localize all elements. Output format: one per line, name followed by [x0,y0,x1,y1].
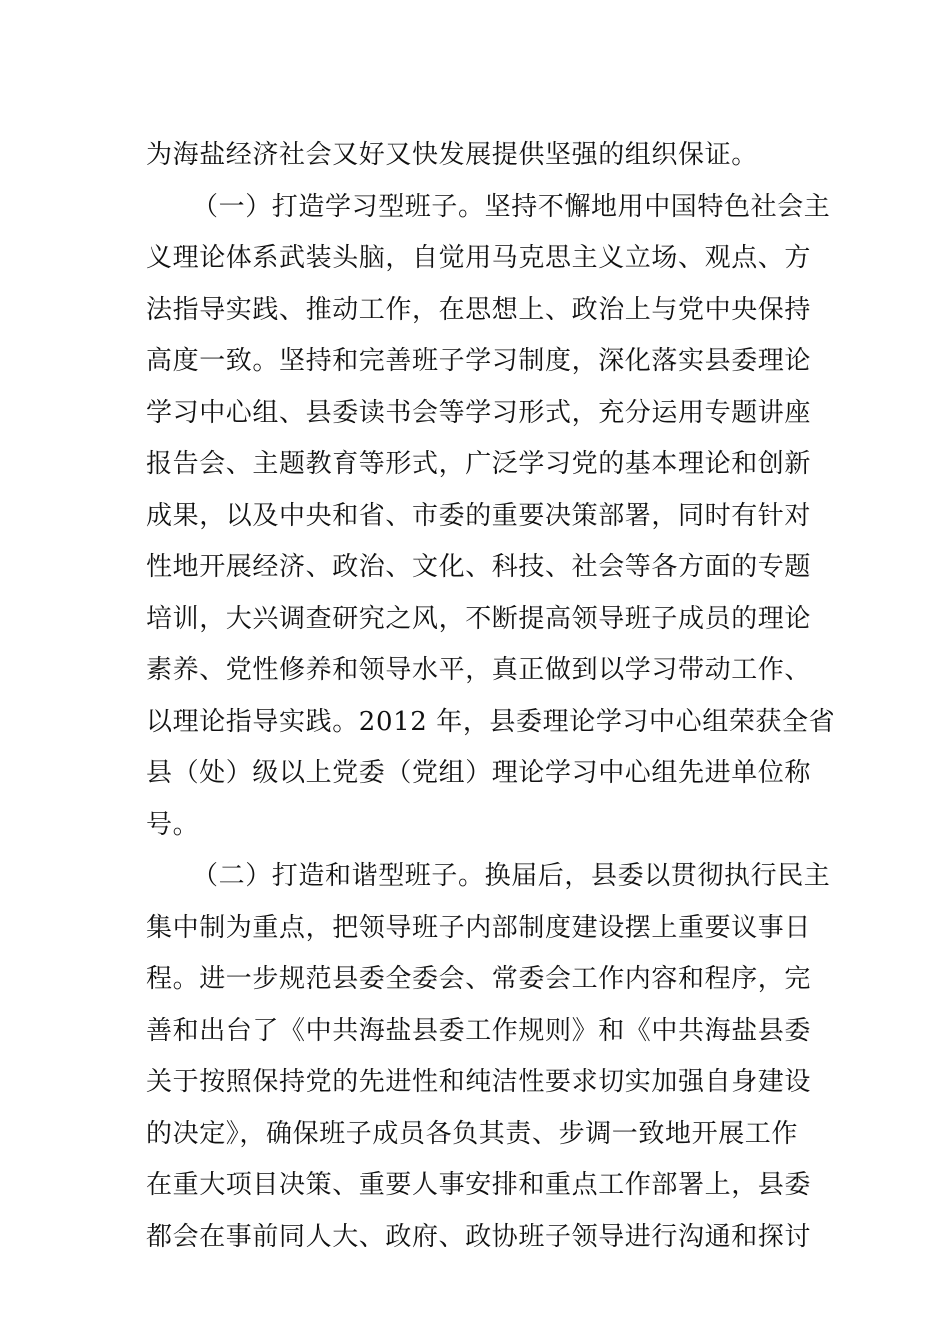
text-line-11: 素养、党性修养和领导水平，真正做到以学习带动工作、 [146,655,812,685]
text-line-21: 在重大项目决策、重要人事安排和重点工作部署上，县委 [146,1170,812,1200]
text-line-7: 报告会、主题教育等形式，广泛学习党的基本理论和创新 [146,449,812,479]
document-body [146,130,836,1263]
text-line-22: 都会在事前同人大、政府、政协班子领导进行沟通和探讨 [146,1221,812,1252]
text-line-6: 学习中心组、县委读书会等学习形式，充分运用专题讲座 [146,397,812,428]
text-line-5: 高度一致。坚持和完善班子学习制度，深化落实县委理论 [146,346,812,376]
text-line-1: 为海盐经济社会又好又快发展提供坚强的组织保证。 [146,140,758,170]
text-line-9: 性地开展经济、政治、文化、科技、社会等各方面的专题 [146,552,812,582]
text-line-3: 义理论体系武装头脑，自觉用马克思主义立场、观点、方 [146,243,812,273]
text-line-18: 善和出台了《中共海盐县委工作规则》和《中共海盐县委 [146,1015,812,1046]
text-line-19: 关于按照保持党的先进性和纯洁性要求切实加强自身建设 [146,1067,812,1097]
text-line-10: 培训，大兴调查研究之风，不断提高领导班子成员的理论 [146,603,812,634]
text-line-17: 程。进一步规范县委全委会、常委会工作内容和程序，完 [146,964,812,994]
text-line-20: 的决定》，确保班子成员各负其责、步调一致地开展工作 [146,1118,799,1149]
text-line-12: 以理论指导实践。2012 年，县委理论学习中心组荣获全省 [146,706,836,737]
text-line-4: 法指导实践、推动工作，在思想上、政治上与党中央保持 [146,294,812,325]
section-heading-line-1: （一）打造学习型班子。坚持不懈地用中国特色社会主 [192,191,831,222]
section-heading-line-2: （二）打造和谐型班子。换届后，县委以贯彻执行民主 [192,861,831,891]
text-line-16: 集中制为重点，把领导班子内部制度建设摆上重要议事日 [146,912,812,943]
text-line-13: 县（处）级以上党委（党组）理论学习中心组先进单位称 [146,758,812,788]
text-line-14: 号。 [146,809,200,840]
text-line-8: 成果，以及中央和省、市委的重要决策部署，同时有针对 [146,500,812,531]
